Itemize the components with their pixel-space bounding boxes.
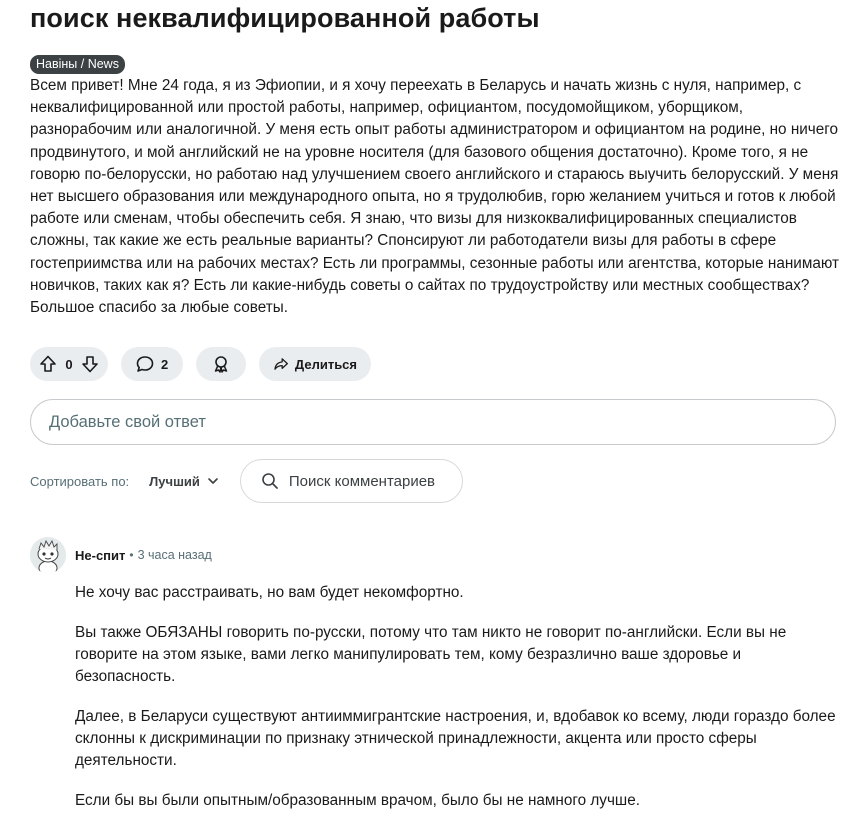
comment-header [30,536,836,574]
speech-bubble-icon [135,354,155,374]
sort-dropdown[interactable] [145,470,224,493]
avatar[interactable] [30,537,66,573]
downvote-button[interactable] [80,354,100,374]
meta-separator: • [129,548,134,562]
share-arrow-icon [273,354,289,374]
add-answer-input[interactable] [30,399,836,445]
search-icon [261,472,279,490]
post-title: поиск неквалифицированной работы [30,3,540,33]
award-button[interactable] [196,347,246,381]
comment-paragraph: Далее, в Беларуси существуют антииммигрантские настроения, и, вдобавок ко всему, люди гораздо более склонны к дискриминации по признаку этнической принадлежности, акцента или просто сферы деятельности. [75,708,836,769]
sort-selected-value: Лучший [149,473,200,489]
search-comments-input[interactable] [240,459,463,503]
sort-label: Сортировать по: [30,473,130,489]
vote-count: 0 [65,356,73,372]
comment-count: 2 [161,356,169,372]
share-label: Делиться [294,356,357,372]
post-flair[interactable]: Навіны / News [30,55,125,74]
comment-paragraph: Если бы вы были опытным/образованным врачом, было бы не намного лучше. [75,792,640,809]
comment-body [75,582,836,830]
post-body: Всем привет! Мне 24 года, я из Эфиопии, и я хочу переехать в Беларусь и начать жизнь с нуля, например, с неквалифицированной или простой работы, например, официантом, посудомойщиком, уборщиком, разнорабочим или аналогичной. У меня есть опыт работы администратором и официантом на родине, но ничего продвинутого, и мой английский не на уровне носителя (для базового общения достаточно). Кроме того, я не говорю по-белорусски, но работаю над улучшением своего английского и стараюсь выучить белорусский. У меня нет высшего образования или международного опыта, но я трудолюбив, горю желанием учиться и готов к любой работе или сменам, чтобы обеспечить себя. Я знаю, что визы для низкоквалифицированных специалистов сложны, так какие же есть реальные варианты? Спонсируют ли работодатели визы для работы в сфере гостеприимства или на рабочих местах? Есть ли программы, сезонные работы или агентства, которые нанимают новичков, таких как я? Есть ли какие-нибудь советы о сайтах по трудоустройству или местных сообществах? Большое спасибо за любые советы. [30,77,839,317]
arrow-up-icon [38,354,58,374]
comment-paragraph: Не хочу вас расстраивать, но вам будет некомфортно. [75,584,464,601]
comment-sort-bar [30,459,463,503]
chevron-down-icon [206,474,220,488]
comment-time: 3 часа назад [137,548,212,562]
vote-control [30,347,108,381]
comment-paragraph: Вы также ОБЯЗАНЫ говорить по-русски, потому что там никто не говорит по-английски. Если вы не говорите на этом языке, вами легко манипулировать тем, кому безразлично ваше здоровье и безопасность. [75,624,787,685]
share-button[interactable] [259,347,371,381]
comment [30,536,836,809]
post-actions [30,347,371,381]
award-ribbon-icon [211,354,231,374]
snoo-avatar-icon [30,537,66,573]
upvote-button[interactable] [38,354,58,374]
comment-author[interactable]: Не-спит [75,547,126,563]
arrow-down-icon [80,354,100,374]
comments-button[interactable] [121,347,183,381]
search-comments-placeholder: Поиск комментариев [288,472,436,490]
add-answer-placeholder: Добавьте свой ответ [49,412,206,431]
